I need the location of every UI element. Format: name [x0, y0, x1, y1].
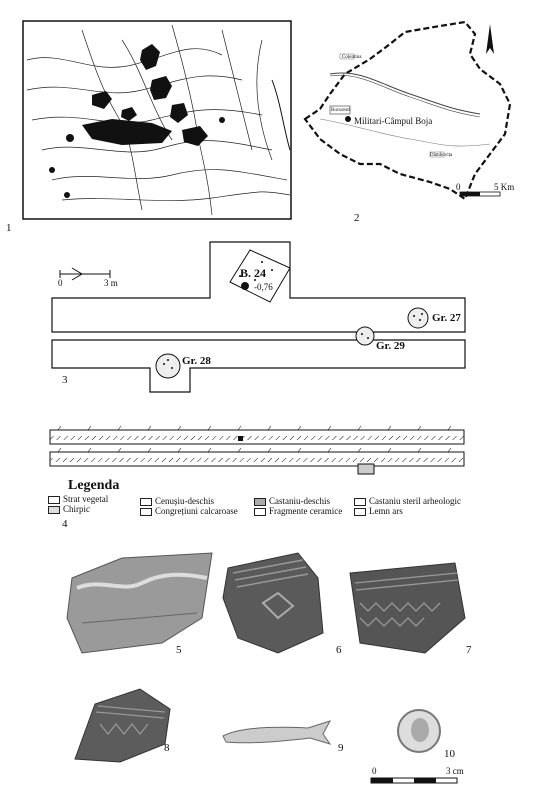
photo-scale-bar	[370, 776, 460, 786]
excavation-plan	[40, 240, 480, 400]
coin-photo-10	[396, 708, 442, 754]
b24-label: B. 24	[240, 266, 267, 280]
legend-item-lemn-ars: Lemn ars	[354, 506, 403, 516]
map-scale-zero: 0	[456, 182, 461, 192]
photo-scale-end: 3 cm	[446, 766, 464, 776]
object-photo-9	[218, 716, 334, 750]
river-colentina-label: Colentina	[342, 55, 362, 60]
swatch-icon	[254, 508, 266, 516]
map-scale-end: 5 Km	[494, 182, 515, 192]
panel-number-3: 3	[62, 374, 68, 386]
legend-item-congretiuni: Congrețiuni calcaroase	[140, 506, 238, 516]
plan-scale-zero: 0	[58, 278, 63, 288]
legend-item-strat-vegetal: Strat vegetal	[48, 494, 108, 504]
swatch-icon	[48, 496, 60, 504]
swatch-icon	[140, 498, 152, 506]
legend-title: Legenda	[68, 478, 120, 493]
river-dambovita-label: Dâmbovița	[430, 153, 453, 158]
panel-number-2: 2	[354, 212, 360, 224]
panel-number-6: 6	[336, 644, 342, 656]
legend-item-cenusiu: Cenușiu-deschis	[140, 496, 214, 506]
sherd-photo-7	[345, 558, 469, 658]
city-label: Bucuresti	[331, 108, 351, 113]
panel-number-9: 9	[338, 742, 344, 754]
legend-item-castaniu-steril: Castaniu steril arheologic	[354, 496, 461, 506]
panel-number-5: 5	[176, 644, 182, 656]
gr29-label: Gr. 29	[376, 340, 405, 352]
panel-number-7: 7	[466, 644, 472, 656]
sherd-photo-8	[70, 684, 176, 764]
place-label: Militari-Câmpul Boja	[354, 116, 433, 126]
plan-scale-end: 3 m	[104, 278, 118, 288]
legend-item-castaniu: Castaniu-deschis	[254, 496, 330, 506]
sherd-photo-6	[218, 548, 330, 660]
swatch-icon	[354, 498, 366, 506]
swatch-icon	[48, 506, 60, 514]
panel-number-10: 10	[444, 748, 455, 760]
panel-number-1: 1	[6, 222, 12, 234]
panel-number-8: 8	[164, 742, 170, 754]
b24-depth-label: -0,76	[254, 282, 273, 292]
swatch-icon	[254, 498, 266, 506]
legend-item-chirpic: Chirpic	[48, 504, 90, 514]
section-profiles	[48, 420, 468, 480]
legend-item-fragmente: Fragmente ceramice	[254, 506, 342, 516]
panel-number-4: 4	[62, 518, 68, 530]
sherd-photo-5	[62, 548, 218, 658]
swatch-icon	[140, 508, 152, 516]
regional-map	[22, 20, 292, 220]
photo-scale-zero: 0	[372, 766, 377, 776]
gr27-label: Gr. 27	[432, 312, 461, 324]
swatch-icon	[354, 508, 366, 516]
gr28-label: Gr. 28	[182, 355, 211, 367]
